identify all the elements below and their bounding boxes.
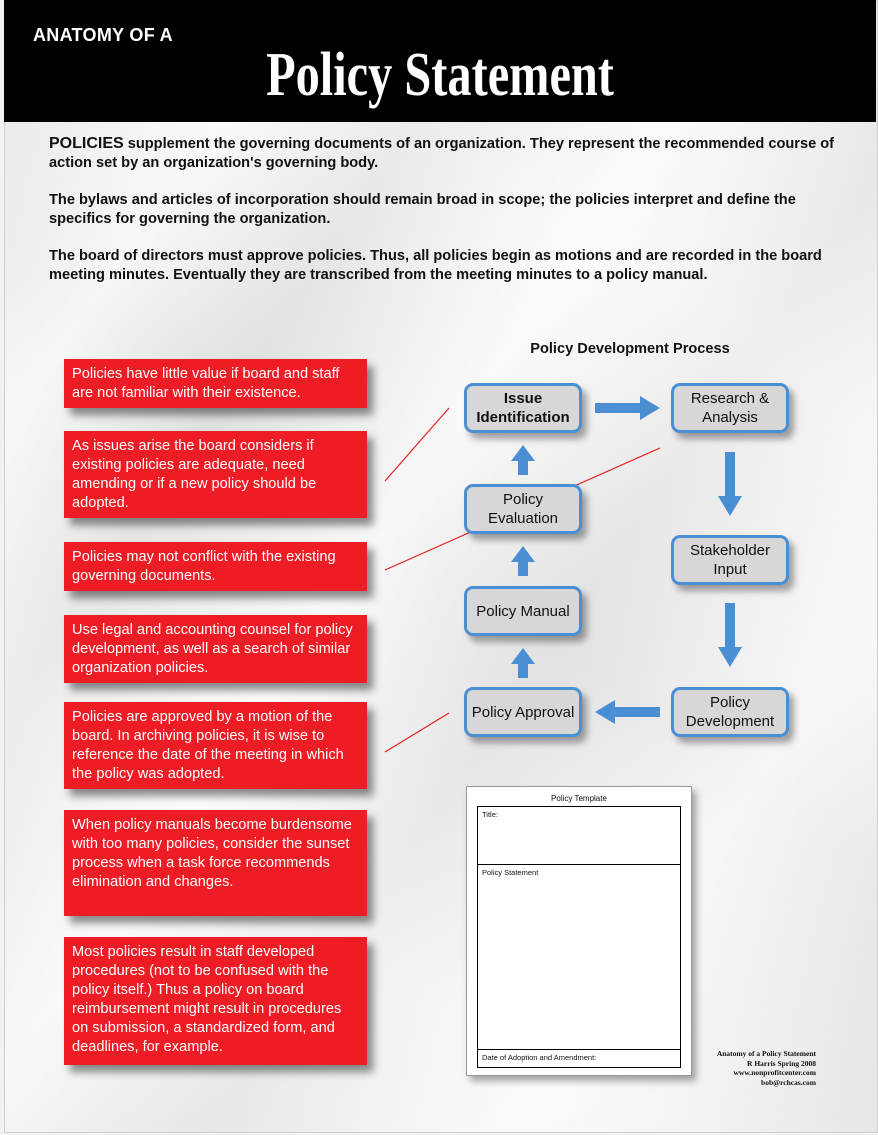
template-title: Policy Template	[551, 794, 607, 803]
arrow-approval-to-manual	[511, 648, 535, 678]
template-frame	[477, 806, 681, 1068]
note-approved-by-motion: Policies are approved by a motion of the board. In archiving policies, it is wise to reference the date of the meeting in which the policy was adopted.	[64, 702, 367, 789]
note-issues-arise: As issues arise the board considers if existing policies are adequate, need amending or if a new policy should be adopted.	[64, 431, 367, 518]
node-policy-development: Policy Development	[671, 687, 789, 737]
template-field-date: Date of Adoption and Amendment:	[482, 1053, 597, 1062]
credit-line-2: R Harris Spring 2008	[747, 1058, 816, 1068]
connector-line-issues	[385, 408, 449, 481]
arrow-issue-to-research	[595, 396, 660, 420]
intro-paragraph-1-rest: supplement the governing documents of an organization. They represent the recommended course of action set by an organization's governing body.	[49, 136, 835, 171]
arrow-manual-to-evaluation	[511, 546, 535, 576]
node-policy-evaluation: Policy Evaluation	[464, 484, 582, 534]
intro-paragraph-3: The board of directors must approve policies. Thus, all policies begin as motions and are recorded in the board meeting minutes. Eventually they are transcribed from the meeting minutes to a policy manual.	[49, 248, 822, 283]
arrow-stakeholder-to-development	[718, 603, 742, 667]
diagram-title: Policy Development Process	[530, 341, 730, 357]
template-field-statement: Policy Statement	[478, 865, 680, 1050]
intro-lead-word: POLICIES	[49, 135, 124, 152]
note-staff-procedures: Most policies result in staff developed procedures (not to be confused with the policy itself.) Thus a policy on board reimbursement might result in procedures on submission, a standardized form, and deadlines, for example.	[64, 937, 367, 1065]
note-familiarity: Policies have little value if board and staff are not familiar with their existence.	[64, 359, 367, 408]
arrow-evaluation-to-issue	[511, 445, 535, 475]
policy-template-form	[466, 786, 692, 1076]
credit-line-4: bob@rchcas.com	[761, 1077, 816, 1087]
intro-paragraph-2: The bylaws and articles of incorporation should remain broad in scope; the policies interpret and define the specifics for governing the organization.	[49, 192, 796, 227]
note-sunset-process: When policy manuals become burdensome with too many policies, consider the sunset process when a task force recommends elimination and changes.	[64, 810, 367, 916]
node-policy-approval: Policy Approval	[464, 687, 582, 737]
arrow-research-to-stakeholder	[718, 452, 742, 516]
connector-line-approval	[385, 713, 449, 752]
credit-block	[690, 1049, 816, 1087]
credit-line-1: Anatomy of a Policy Statement	[716, 1049, 816, 1058]
template-field-title: Title:	[478, 807, 680, 865]
page-title: Policy Statement	[266, 41, 614, 109]
node-issue-identification: Issue Identification	[464, 383, 582, 433]
note-no-conflict: Policies may not conflict with the existing governing documents.	[64, 542, 367, 591]
node-research-analysis: Research & Analysis	[671, 383, 789, 433]
node-policy-manual: Policy Manual	[464, 586, 582, 636]
node-stakeholder-input: Stakeholder Input	[671, 535, 789, 585]
header-kicker: ANATOMY OF A	[33, 25, 173, 45]
arrow-development-to-approval	[595, 700, 660, 724]
note-legal-counsel: Use legal and accounting counsel for policy development, as well as a search of similar organization policies.	[64, 615, 367, 683]
credit-line-3: www.nonprofitcenter.com	[733, 1068, 816, 1077]
